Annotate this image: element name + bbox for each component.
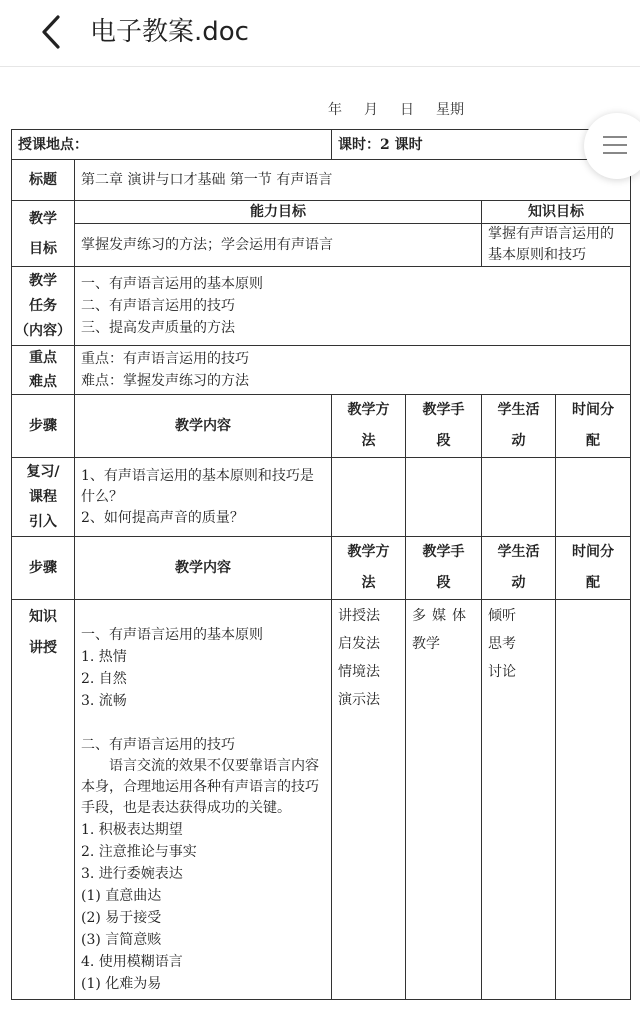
date-line xyxy=(328,99,464,119)
review-content: 1、有声语言运用的基本原则和技巧是什么？ 2、如何提高声音的质量？ xyxy=(75,458,332,537)
means-header: 教学手 段 xyxy=(406,395,482,458)
content-header-2: 教学内容 xyxy=(75,537,332,600)
hours-cell: 课时：2 课时 xyxy=(332,130,631,160)
lecture-methods: 讲授法 启发法 情境法 演示法 xyxy=(332,600,406,1000)
title-label: 标题 xyxy=(12,160,75,201)
document-title: 电子教案.doc xyxy=(90,17,249,47)
time-header: 时间分 配 xyxy=(556,395,631,458)
means-header-2: 教学手 段 xyxy=(406,537,482,600)
review-means xyxy=(406,458,482,537)
review-label: 复习/ 课程 引入 xyxy=(12,458,75,537)
chevron-left-icon[interactable] xyxy=(34,12,74,52)
steps-header-2: 步骤 xyxy=(12,537,75,600)
review-activity xyxy=(482,458,556,537)
review-time xyxy=(556,458,631,537)
date-year: 年 xyxy=(328,102,342,118)
review-method xyxy=(332,458,406,537)
task-item: 三、提高发声质量的方法 xyxy=(81,320,235,336)
lecture-activities: 倾听 思考 讨论 xyxy=(482,600,556,1000)
ability-goal-value: 掌握发声练习的方法；学会运用有声语言 xyxy=(75,224,482,267)
task-item: 一、有声语言运用的基本原则 xyxy=(81,276,263,292)
method-header: 教学方 法 xyxy=(332,395,406,458)
activity-header-2: 学生活 动 xyxy=(482,537,556,600)
key-points-value: 重点：有声语言运用的技巧 难点：掌握发声练习的方法 xyxy=(75,346,631,395)
date-weekday: 星期 xyxy=(436,102,464,118)
activity-header: 学生活 动 xyxy=(482,395,556,458)
content-header: 教学内容 xyxy=(75,395,332,458)
steps-header: 步骤 xyxy=(12,395,75,458)
task-item: 二、有声语言运用的技巧 xyxy=(81,298,235,314)
time-header-2: 时间分 配 xyxy=(556,537,631,600)
method-header-2: 教学方 法 xyxy=(332,537,406,600)
lecture-content: 一、有声语言运用的基本原则 1. 热情 2. 自然 3. 流畅 二、有声语言运用的技巧 语言交流的效果不仅要靠语言内容本身，合理地运用各种有声语言的技巧手段，也是表达获得成功的关键。 1. 积极表达期望 2. 注意推论与事实 3. 进行委婉表达 (1) 直意曲达 (2) 易于接受 (3) 言简意赅 4. 使用模糊语言 (1) 化难为易 xyxy=(75,600,332,1000)
knowledge-goal-value: 掌握有声语言运用的基本原则和技巧 xyxy=(482,224,631,267)
lesson-plan-table xyxy=(11,129,631,1000)
key-points-label: 重点 难点 xyxy=(12,346,75,395)
title-value: 第二章 演讲与口才基础 第一节 有声语言 xyxy=(75,160,631,201)
tasks-label: 教学 任务 （内容） xyxy=(12,267,75,346)
ability-goal-header: 能力目标 xyxy=(75,201,482,224)
document-page[interactable] xyxy=(0,66,640,1027)
date-month: 月 xyxy=(364,102,378,118)
date-day: 日 xyxy=(400,102,414,118)
goals-label: 教学 目标 xyxy=(12,201,75,267)
knowledge-goal-header: 知识目标 xyxy=(482,201,631,224)
lecture-time xyxy=(556,600,631,1000)
location-cell: 授课地点： xyxy=(12,130,332,160)
app-bar xyxy=(0,0,640,67)
knowledge-label: 知识 讲授 xyxy=(12,600,75,1000)
lecture-means: 多媒体 教学 xyxy=(406,600,482,1000)
tasks-list xyxy=(75,267,631,346)
